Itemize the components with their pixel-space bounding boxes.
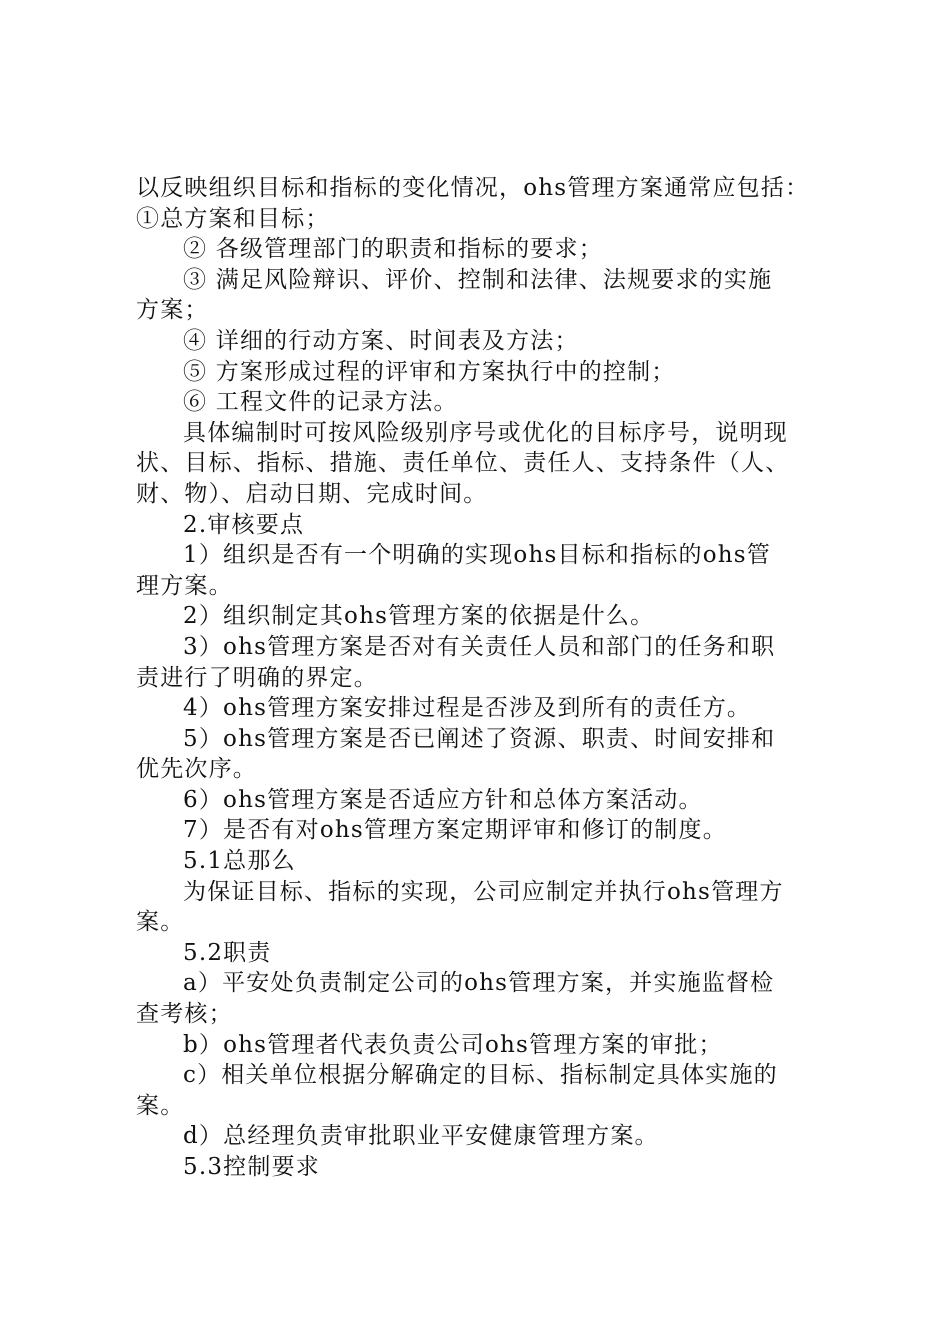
text-line: c）相关单位根据分解确定的目标、指标制定具体实施的 (183, 1062, 778, 1089)
document-body (136, 173, 826, 1183)
text-line: ④ 详细的行动方案、时间表及方法； (183, 327, 579, 354)
text-line: 5）ohs管理方案是否已阐述了资源、职责、时间安排和 (183, 725, 776, 752)
text-line: 财、物）、启动日期、完成时间。 (136, 480, 488, 507)
text-line: ⑤ 方案形成过程的评审和方案执行中的控制； (183, 358, 676, 385)
text-line: a）平安处负责制定公司的ohs管理方案，并实施监督检 (183, 970, 775, 997)
text-line: 7）是否有对ohs管理方案定期评审和修订的制度。 (183, 817, 727, 844)
text-line: 案。 (136, 1092, 185, 1119)
text-line: 4）ohs管理方案安排过程是否涉及到所有的责任方。 (183, 695, 752, 722)
section-heading: 5.1总那么 (183, 848, 296, 875)
text-line: ② 各级管理部门的职责和指标的要求； (183, 236, 603, 263)
text-line: 优先次序。 (136, 756, 257, 783)
section-heading: 5.2职责 (183, 939, 272, 966)
text-line: b）ohs管理者代表负责公司ohs管理方案的审批； (183, 1031, 723, 1058)
text-line: ③ 满足风险辩识、评价、控制和法律、法规要求的实施 (183, 266, 773, 293)
text-line: 为保证目标、指标的实现，公司应制定并执行ohs管理方 (183, 878, 784, 905)
section-heading: 2.审核要点 (183, 511, 305, 538)
text-line: 具体编制时可按风险级别序号或优化的目标序号，说明现 (183, 419, 788, 446)
text-line: d）总经理负责审批职业平安健康管理方案。 (183, 1123, 659, 1150)
text-line: 查考核； (136, 1001, 233, 1028)
text-line: 责进行了明确的界定。 (136, 664, 378, 691)
text-line: 以反映组织目标和指标的变化情况，ohs管理方案通常应包括： (136, 175, 810, 201)
text-line: 6）ohs管理方案是否适应方针和总体方案活动。 (183, 786, 703, 813)
text-line: 方案； (136, 297, 209, 324)
text-line: 3）ohs管理方案是否对有关责任人员和部门的任务和职 (183, 633, 776, 660)
text-line: ①总方案和目标； (136, 205, 330, 232)
text-line: 状、目标、指标、措施、责任单位、责任人、支持条件（人、 (136, 450, 790, 477)
text-line: ⑥ 工程文件的记录方法。 (183, 389, 458, 416)
text-line: 2）组织制定其ohs管理方案的依据是什么。 (183, 603, 655, 630)
section-heading: 5.3控制要求 (183, 1154, 320, 1180)
text-line: 理方案。 (136, 572, 233, 599)
text-line: 1）组织是否有一个明确的实现ohs目标和指标的ohs管 (183, 542, 771, 569)
text-line: 案。 (136, 909, 185, 936)
